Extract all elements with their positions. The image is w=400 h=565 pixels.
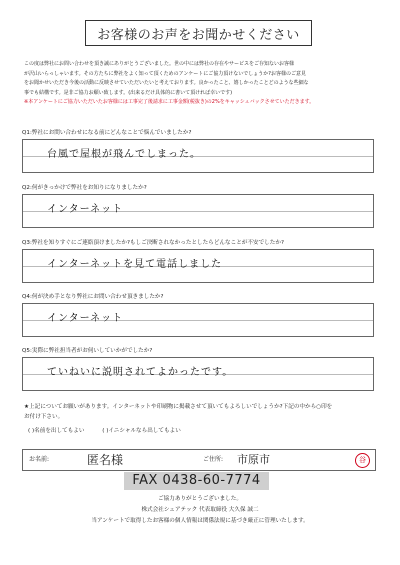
consent-option-name[interactable]: ( )名前を出してもよい	[28, 428, 85, 434]
question-label: Q2:何がきっかけで弊社をお知りになりましたか?	[22, 185, 147, 191]
publication-consent	[24, 402, 384, 436]
intro-text	[24, 60, 382, 108]
fax-number: FAX 0438-60-7774	[124, 472, 269, 490]
thanks-text: ご協力ありがとうございました。	[158, 496, 242, 502]
address-field[interactable]: 市原市	[237, 453, 270, 466]
handwritten-answer: インターネット	[47, 313, 124, 324]
page-title: お客様のお声をお聞かせください	[85, 20, 312, 46]
consent-text: お付け下さい。	[24, 414, 64, 420]
question-2	[22, 183, 374, 228]
handwritten-answer: 台風で屋根が飛んでしまった。	[47, 149, 201, 160]
name-field[interactable]: 匿名様	[87, 453, 124, 467]
seal-stamp: 谷	[355, 453, 370, 468]
consent-option-initials[interactable]: ( )イニシャルなら出してもよい	[102, 428, 181, 434]
question-label: Q4:何が決め手となり弊社にお問い合わせ頂きましたか?	[22, 294, 164, 300]
question-5	[22, 346, 374, 391]
handwritten-answer: インターネット	[47, 204, 124, 215]
cashback-note: ※本アンケートにご協力いただいたお客様には工事完了後請求に工事金額(税抜き)の2%をキャッシュバックさせていただきます。	[24, 99, 315, 106]
privacy-notice: 当アンケートで取得したお客様の個人情報は関係法規に基づき厳正に管理いたします。	[91, 518, 309, 524]
answer-box	[22, 357, 374, 391]
question-4	[22, 292, 374, 337]
consent-text: ★上記についてお願いがあります。インターネットや印刷物に掲載させて頂いてもよろしいでしょうか?下記の中から○印を	[24, 404, 333, 410]
handwritten-answer: インターネットを見て電話しました	[47, 259, 223, 270]
question-3	[22, 238, 374, 283]
intro-line: 事でも結構です。是非ご協力お願い致します。(出来るだけ具体的に書いて頂ければ幸いです)	[24, 89, 233, 96]
intro-line: をお聞かせいただき今後の活動に反映させていただいたいと考えております。良かったこと、嬉しかったことどのような些細な	[24, 80, 309, 87]
consent-options	[24, 426, 384, 436]
question-label: Q5:実際に弊社担当者がお伺いしていかがでしたか?	[22, 348, 153, 354]
intro-line: が沢山いらっしゃいます。その方たちに弊社をよく知って頂くためのアンケートにご協力頂けないでしょうか?お客様のご意見	[24, 70, 306, 77]
question-1	[22, 128, 374, 173]
answer-box	[22, 303, 374, 337]
answer-box	[22, 139, 374, 173]
name-label: お名前:	[29, 456, 50, 463]
question-label: Q3:弊社を知りすぐにご連絡頂けましたか?もしご決断されなかったとしたらどんなことが不安でしたか?	[22, 240, 284, 246]
customer-info-row	[22, 449, 376, 471]
question-label: Q1:弊社にお問い合わせになる前にどんなことで悩んでいましたか?	[22, 130, 192, 136]
answer-box	[22, 194, 374, 228]
company-signature: 株式会社シェアテック 代表取締役 大久保 誠二	[141, 507, 259, 513]
answer-box	[22, 249, 374, 283]
intro-line: この度は弊社にお問い合わせを頂き誠にありがとうございました。世の中には弊社の存在やサービスをご存知ないお客様	[24, 61, 295, 67]
address-label: ご住所:	[203, 456, 224, 463]
handwritten-answer: ていねいに説明されてよかったです。	[47, 367, 234, 378]
